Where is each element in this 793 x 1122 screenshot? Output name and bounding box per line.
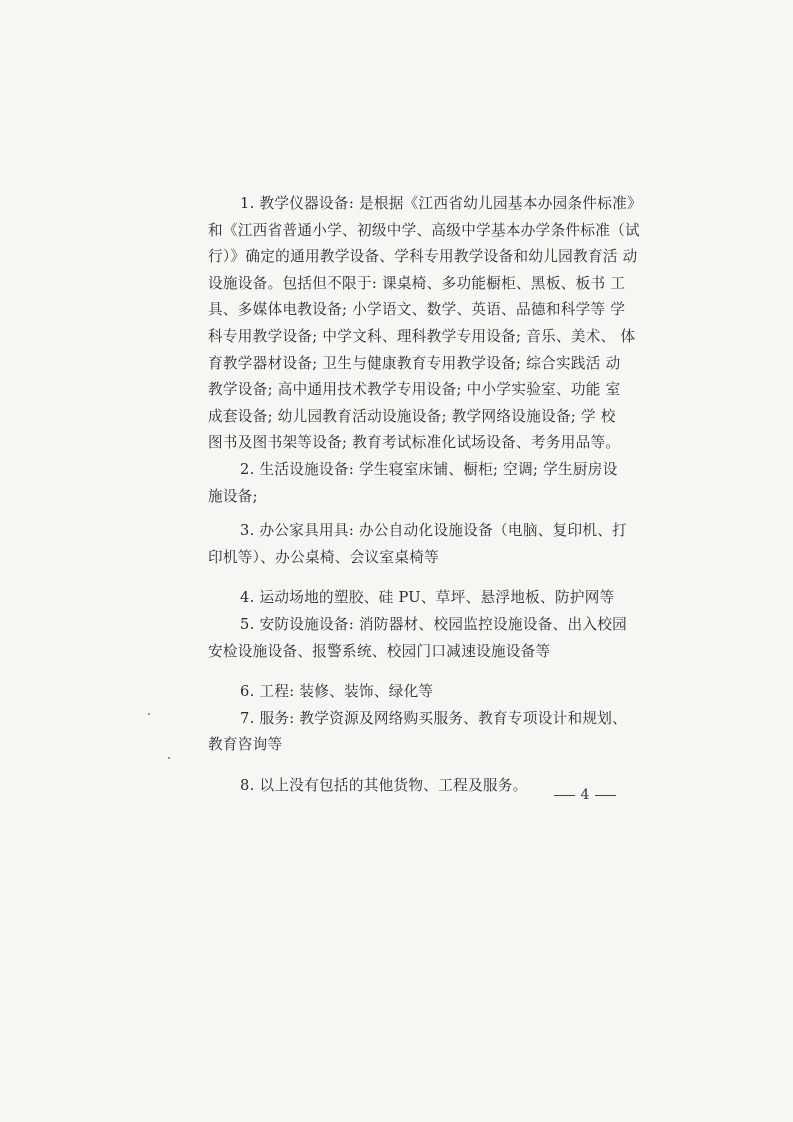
text-line: 印机等）、办公桌椅、会议室桌椅等 — [208, 548, 440, 566]
text-line: 4. 运动场地的塑胶、硅 PU、草坪、悬浮地板、防护网等 — [240, 589, 615, 607]
list-item-5 — [208, 612, 628, 665]
text-line: 图书及图书架等设备; 教育考试标准化试场设备、考务用品等。 — [208, 434, 621, 452]
text-line: 教育咨询等 — [208, 736, 283, 754]
page-number-dash-left — [554, 795, 575, 796]
list-item-3 — [208, 518, 628, 571]
list-item-7 — [208, 706, 628, 759]
text-line: 设施设备。包括但不限于: 课桌椅、多功能橱柜、黑板、板书 工 — [208, 274, 626, 292]
text-line: 安检设施设备、报警系统、校园门口减速设施设备等 — [208, 642, 551, 660]
text-line: 施设备; — [208, 487, 258, 505]
list-item-2 — [208, 457, 618, 510]
page-number-value: 4 — [580, 787, 590, 803]
text-line: 行）》确定的通用教学设备、学科专用教学设备和幼儿园教育活 动 — [208, 248, 638, 266]
list-item-4 — [208, 585, 618, 612]
text-line: 具、多媒体电教设备; 小学语文、数学、英语、品德和科学等 学 — [208, 301, 626, 319]
page-number-dash-right — [595, 795, 616, 796]
text-line: 7. 服务: 教学资源及网络购买服务、教育专项设计和规划、 — [240, 709, 628, 727]
text-line: 科专用教学设备; 中学文科、理科教学专用设备; 音乐、美术、 体 — [208, 327, 636, 345]
page-number — [554, 787, 616, 803]
text-line: 3. 办公家具用具: 办公自动化设施设备（电脑、复印机、打 — [240, 522, 628, 540]
text-line: 教学设备; 高中通用技术教学专用设备; 中小学实验室、功能 室 — [208, 381, 621, 399]
text-line: 1. 教学仪器设备: 是根据《江西省幼儿园基本办园条件标准》 — [240, 195, 642, 212]
scan-speck — [148, 713, 150, 715]
text-line: 育教学器材设备; 卫生与健康教育专用教学设备; 综合实践活 动 — [208, 354, 621, 372]
document-body — [208, 191, 642, 799]
scan-speck — [168, 757, 170, 759]
list-item-6 — [208, 679, 618, 706]
text-line: 2. 生活设施设备: 学生寝室床铺、橱柜; 空调; 学生厨房设 — [240, 460, 618, 478]
list-item-1 — [208, 191, 642, 457]
text-line: 和《江西省普通小学、初级中学、高级中学基本办学条件标准（试 — [208, 221, 640, 239]
text-line: 8. 以上没有包括的其他货物、工程及服务。 — [240, 776, 528, 794]
text-line: 5. 安防设施设备: 消防器材、校园监控设施设备、出入校园 — [240, 615, 628, 633]
text-line: 成套设备; 幼儿园教育活动设施设备; 教学网络设施设备; 学 校 — [208, 407, 616, 425]
text-line: 6. 工程: 装修、装饰、绿化等 — [240, 683, 434, 701]
